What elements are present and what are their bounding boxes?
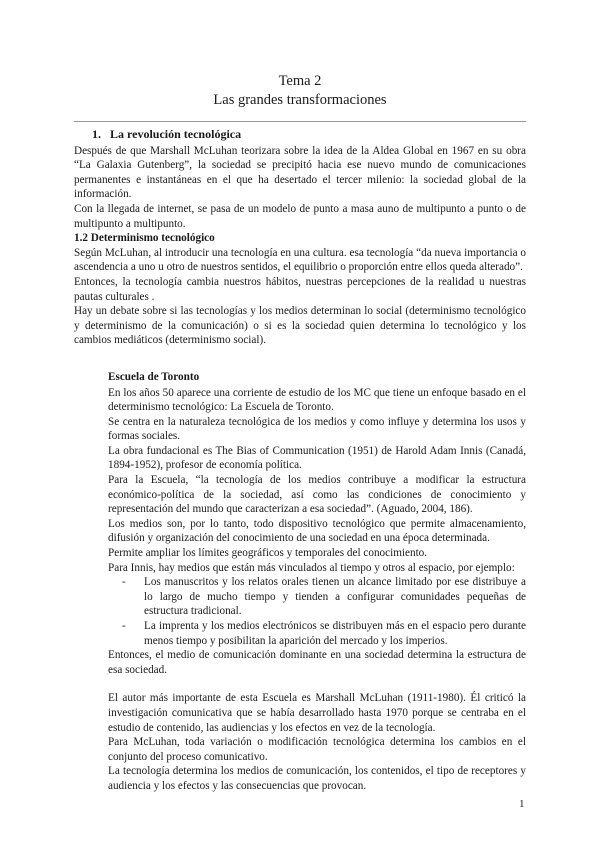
paragraph: Para la Escuela, “la tecnología de los medios contribuye a modificar la estructura económico-política de la sociedad, así como las condiciones de conocimiento y representación del mundo que caracterizan a esa sociedad”. (Aguado, 2004, 186). <box>108 474 526 516</box>
section-heading-1 <box>74 127 526 142</box>
paragraph: Hay un debate sobre si las tecnologías y los medios determinan lo social (determinismo tecnológico y determinismo de la comunicación) o si es la sociedad quien determina lo tecnológico y los cambios mediáticos (determinismo social). <box>74 305 526 347</box>
bullet-list <box>108 575 526 648</box>
list-item-text: Los manuscritos y los relatos orales tienen un alcance limitado por ese distribuye a lo largo de mucho tiempo y tienden a configurar comunidades pequeñas de estructura tradicional. <box>144 576 526 618</box>
page-title: Tema 2 <box>278 73 322 89</box>
paragraph: Según McLuhan, al introducir una tecnología en una cultura. esa tecnología “da nueva importancia o ascendencia a uno u otro de nuestros sentidos, el equilibrio o proporción entre ellos queda alterado”. <box>74 246 526 274</box>
toronto-section <box>108 370 526 794</box>
paragraph: El autor más importante de esta Escuela es Marshall McLuhan (1911-1980). Él criticó la investigación comunicativa que se había desarrollado hasta 1970 porque se centraba en el estudio de contenido, las audiencias y los efectos en vez de la tecnología. <box>108 692 526 734</box>
bullet-marker: - <box>122 620 126 632</box>
paragraph: Se centra en la naturaleza tecnológica de los medios y como influye y determina los usos y formas sociales. <box>108 415 526 443</box>
paragraph: Para Innis, hay medios que están más vinculados al tiempo y otros al espacio, por ejemplo: <box>108 561 515 574</box>
paragraph: La obra fundacional es The Bias of Communication (1951) de Harold Adam Innis (Canadá, 1894-1952), profesor de economía política. <box>108 444 526 472</box>
paragraph: Los medios son, por lo tanto, todo dispositivo tecnológico que permite almacenamiento, difusión y organización del conocimiento de una sociedad en una época determinada. <box>108 517 526 545</box>
spacer <box>108 677 526 691</box>
paragraph: Para McLuhan, toda variación o modificación tecnológica determina los cambios en el conjunto del proceso comunicativo. <box>108 736 526 763</box>
section-title: La revolución tecnológica <box>110 127 242 141</box>
title-divider <box>74 121 526 122</box>
paragraph: En los años 50 aparece una corriente de estudio de los MC que tiene un enfoque basado en el determinismo tecnológico: La Escuela de Toronto. <box>108 386 526 414</box>
section-heading-1-2: 1.2 Determinismo tecnológico <box>74 232 215 245</box>
paragraph: Entonces, el medio de comunicación dominante en una sociedad determina la estructura de esa sociedad. <box>108 649 526 676</box>
list-item-text: La imprenta y los medios electrónicos se distribuyen más en el espacio pero durante menos tiempo y posibilitan la aparición del mercado y los imperios. <box>144 620 526 647</box>
title-block <box>0 72 600 110</box>
paragraph: Permite ampliar los límites geográficos y temporales del conocimiento. <box>108 547 428 560</box>
page-subtitle: Las grandes transformaciones <box>213 92 387 108</box>
paragraph: Con la llegada de internet, se pasa de un modelo de punto a masa auno de multipunto a punto o de multipunto a multipunto. <box>74 202 526 230</box>
subsection-heading: Escuela de Toronto <box>108 370 200 383</box>
paragraph: La tecnología determina los medios de comunicación, los contenidos, el tipo de receptores y audiencia y los efectos y las consecuencias que provocan. <box>108 765 526 792</box>
page-number: 1 <box>519 798 525 810</box>
document-body <box>74 127 526 794</box>
bullet-marker: - <box>122 576 126 589</box>
paragraph: Entonces, la tecnología cambia nuestros hábitos, nuestras percepciones de la realidad u nuestras pautas culturales . <box>74 275 526 303</box>
paragraph: Después de que Marshall McLuhan teorizara sobre la idea de la Aldea Global en 1967 en su obra “La Galaxia Gutenberg”, la sociedad se precipitó hacia ese nuevo mundo de comunicaciones permanentes e instantáneas en el que ha desertado el tercer milenio: la sociedad global de la información. <box>74 144 526 201</box>
list-item <box>108 575 526 619</box>
list-item <box>108 619 526 648</box>
section-number: 1. <box>92 127 101 141</box>
